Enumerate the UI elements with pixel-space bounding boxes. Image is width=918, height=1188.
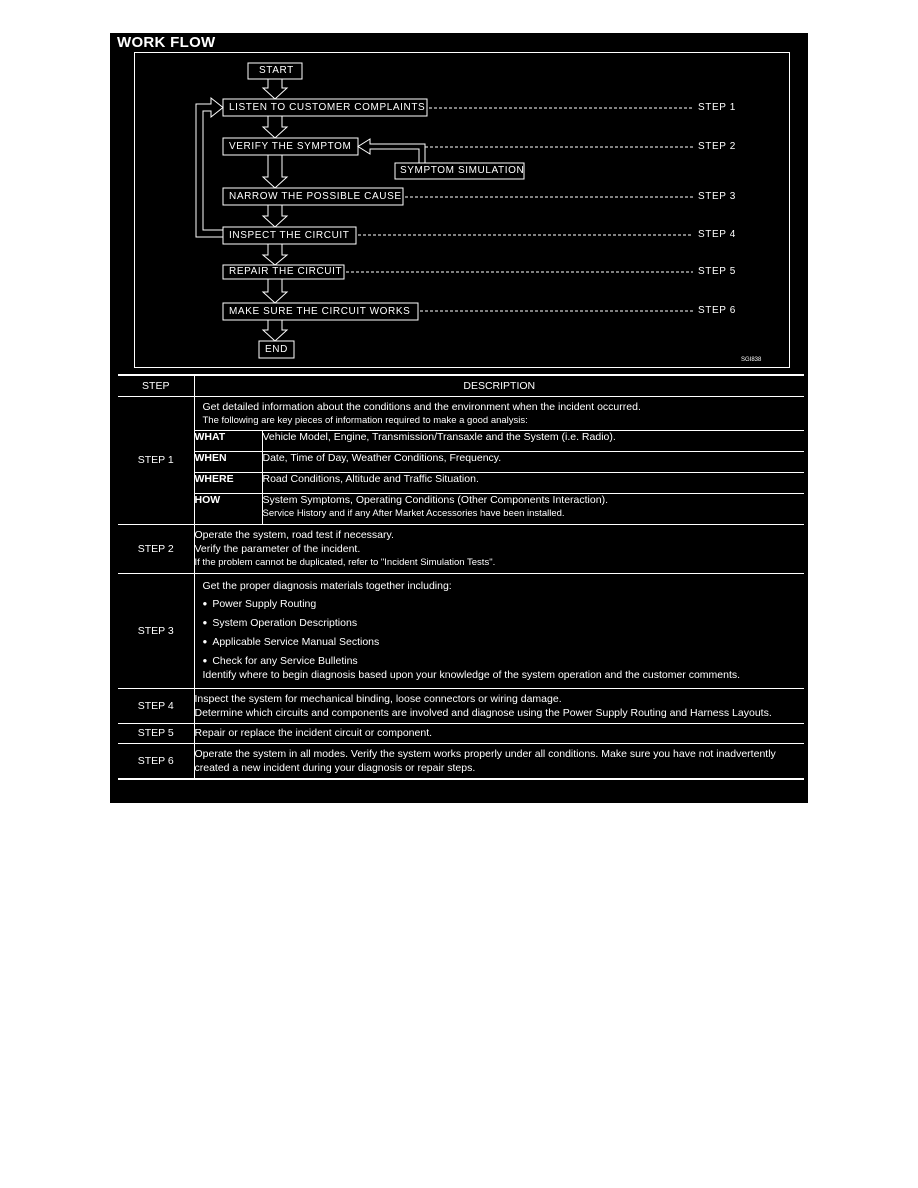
page-title: WORK FLOW bbox=[117, 34, 216, 51]
description-header: DESCRIPTION bbox=[463, 380, 536, 392]
step-label: STEP 4 bbox=[118, 688, 194, 723]
symptom-simulation-label: SYMPTOM SIMULATION bbox=[400, 165, 525, 176]
list-item: ● Power Supply Routing bbox=[195, 595, 805, 614]
start-label: START bbox=[259, 65, 294, 76]
step4-box-label: INSPECT THE CIRCUIT bbox=[229, 230, 350, 241]
step1-box-label: LISTEN TO CUSTOMER COMPLAINTS bbox=[229, 102, 426, 113]
step2-tag: STEP 2 bbox=[698, 141, 736, 152]
step-header: STEP bbox=[118, 375, 194, 397]
step5-line1: Repair or replace the incident circuit or component. bbox=[194, 727, 433, 739]
step3-box-label: NARROW THE POSSIBLE CAUSE bbox=[229, 191, 402, 202]
list-item: ● System Operation Descriptions bbox=[195, 614, 805, 633]
table-row bbox=[118, 723, 804, 743]
down-arrow bbox=[263, 320, 287, 341]
value-how-2: Service History and if any After Market Accessories have been installed. bbox=[262, 508, 565, 519]
loop-arrow bbox=[196, 98, 223, 237]
feedback-arrow bbox=[358, 139, 425, 163]
step-description-table bbox=[118, 374, 804, 780]
step2-line1: Operate the system, road test if necessary. bbox=[194, 528, 394, 541]
down-arrow bbox=[263, 279, 287, 303]
work-flow-panel bbox=[110, 33, 808, 803]
step-label: STEP 5 bbox=[118, 723, 194, 743]
table-row bbox=[118, 743, 804, 779]
step5-tag: STEP 5 bbox=[698, 266, 736, 277]
step3-intro: Get the proper diagnosis materials together including: bbox=[202, 579, 452, 592]
table-row bbox=[118, 573, 804, 688]
step5-box-label: REPAIR THE CIRCUIT bbox=[229, 266, 343, 277]
step6-tag: STEP 6 bbox=[698, 305, 736, 316]
value-how: System Symptoms, Operating Conditions (Other Components Interaction). bbox=[262, 494, 608, 506]
step2-line2: Verify the parameter of the incident. bbox=[194, 542, 361, 555]
list-item: ● Applicable Service Manual Sections bbox=[195, 633, 805, 652]
step1-key-table bbox=[195, 430, 805, 524]
value-where: Road Conditions, Altitude and Traffic Situation. bbox=[262, 473, 804, 494]
step-label: STEP 3 bbox=[118, 573, 194, 688]
step1-intro2: The following are key pieces of information required to make a good analysis: bbox=[202, 415, 528, 426]
step-label: STEP 1 bbox=[118, 397, 194, 525]
table-row bbox=[195, 473, 805, 494]
step-label: STEP 6 bbox=[118, 743, 194, 779]
step4-line2: Determine which circuits and components are involved and diagnose using the Power Supply Routing and Harness Layouts. bbox=[194, 706, 772, 719]
step4-tag: STEP 4 bbox=[698, 229, 736, 240]
key-how: HOW bbox=[195, 494, 263, 524]
step6-line1: Operate the system in all modes. Verify the system works properly under all conditions. Make sure you have not inadvertently created a new incident during your diagnosis or repair steps. bbox=[194, 747, 776, 774]
down-arrow bbox=[263, 244, 287, 265]
step-label: STEP 2 bbox=[118, 524, 194, 573]
value-when: Date, Time of Day, Weather Conditions, Frequency. bbox=[262, 452, 804, 473]
list-item: ● Check for any Service Bulletins bbox=[195, 652, 805, 666]
key-when: WHEN bbox=[195, 452, 263, 473]
down-arrow bbox=[263, 116, 287, 138]
step2-box-label: VERIFY THE SYMPTOM bbox=[229, 141, 352, 152]
down-arrow bbox=[263, 205, 287, 227]
table-header-row bbox=[118, 375, 804, 397]
table-row bbox=[118, 688, 804, 723]
down-arrow bbox=[263, 79, 287, 99]
step4-line1: Inspect the system for mechanical binding, loose connectors or wiring damage. bbox=[194, 692, 562, 705]
step1-tag: STEP 1 bbox=[698, 102, 736, 113]
table-row bbox=[195, 452, 805, 473]
step3-tag: STEP 3 bbox=[698, 191, 736, 202]
step3-outro: Identify where to begin diagnosis based upon your knowledge of the system operation and the customer comments. bbox=[202, 668, 741, 681]
step2-line3: If the problem cannot be duplicated, refer to "Incident Simulation Tests". bbox=[194, 556, 496, 568]
step1-intro: Get detailed information about the conditions and the environment when the incident occurred. bbox=[202, 401, 641, 413]
key-where: WHERE bbox=[195, 473, 263, 494]
figure-code: SGI838 bbox=[741, 357, 762, 363]
down-arrow bbox=[263, 155, 287, 188]
flowchart-lines bbox=[135, 53, 791, 369]
step6-box-label: MAKE SURE THE CIRCUIT WORKS bbox=[229, 306, 411, 317]
end-label: END bbox=[265, 344, 288, 355]
work-flow-diagram bbox=[134, 52, 790, 368]
table-row bbox=[195, 431, 805, 452]
table-row bbox=[195, 494, 805, 524]
key-what: WHAT bbox=[195, 431, 263, 452]
table-row bbox=[118, 524, 804, 573]
table-row bbox=[118, 397, 804, 525]
value-what: Vehicle Model, Engine, Transmission/Transaxle and the System (i.e. Radio). bbox=[262, 431, 804, 452]
